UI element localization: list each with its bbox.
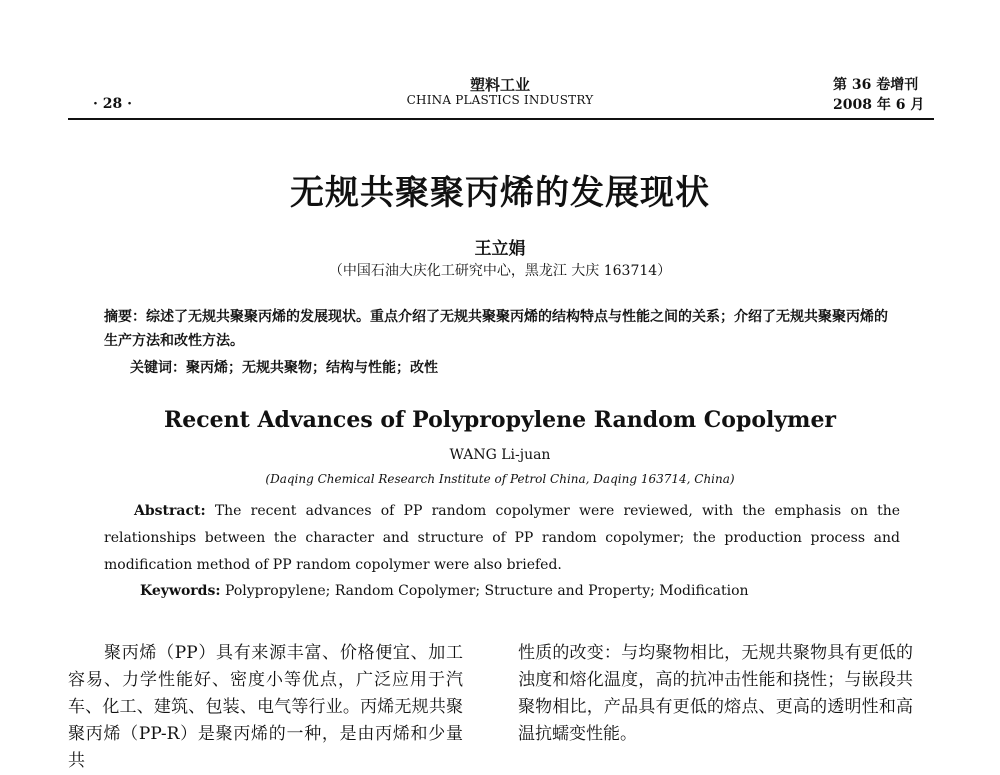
body-left-column: 聚丙烯（PP）具有来源丰富、价格便宜、加工容易、力学性能好、密度小等优点，广泛应用于汽车、化工、建筑、包装、电气等行业。丙烯无规共聚聚丙烯（PP-R）是聚丙烯的一种，是由丙烯和少量共 (68, 643, 463, 771)
keywords-en-label: Keywords: (140, 583, 221, 599)
volume-info: 第 36 卷增刊 (833, 77, 919, 93)
journal-name-cn: 塑料工业 (469, 76, 530, 94)
keywords-en-text: Polypropylene; Random Copolymer; Structure and Property; Modification (224, 583, 749, 599)
keywords-cn (130, 357, 438, 377)
abstract-en-text: The recent advances of PP random copolymer were reviewed, with the emphasis on the relationships between the character and structure of PP random copolymer; the production process and modification method of PP random copolymer were also briefed. (104, 503, 900, 573)
abstract-en (104, 498, 900, 579)
keywords-cn-label: 关键词： (130, 360, 186, 376)
abstract-cn-text: 综述了无规共聚聚丙烯的发展现状。重点介绍了无规共聚聚丙烯的结构特点与性能之间的关系；介绍了无规共聚聚丙烯的生产方法和改性方法。 (104, 309, 888, 349)
journal-name-en: CHINA PLASTICS INDUSTRY (406, 93, 594, 107)
issue-date: 2008 年 6 月 (833, 97, 925, 113)
abstract-en-label: Abstract: (134, 503, 206, 519)
abstract-cn (104, 305, 900, 353)
body-right-column: 性质的改变：与均聚物相比，无规共聚物具有更低的浊度和熔化温度，高的抗冲击性能和挠性；与嵌段共聚物相比，产品具有更低的熔点、更高的透明性和高温抗蠕变性能。 (518, 643, 913, 744)
page-number: · 28 · (93, 96, 132, 112)
affiliation-cn: （中国石油大庆化工研究中心，黑龙江 大庆 163714） (328, 263, 672, 279)
article-title-cn: 无规共聚聚丙烯的发展现状 (290, 173, 710, 213)
abstract-cn-label: 摘要： (104, 309, 146, 325)
article-title-en: Recent Advances of Polypropylene Random Copolymer (163, 407, 837, 433)
author-en: WANG Li-juan (449, 447, 551, 463)
header-rule (68, 118, 934, 120)
author-cn: 王立娟 (474, 239, 526, 259)
keywords-cn-text: 聚丙烯；无规共聚物；结构与性能；改性 (186, 360, 438, 376)
keywords-en (140, 583, 749, 599)
affiliation-en: (Daqing Chemical Research Institute of Petrol China, Daqing 163714, China) (265, 472, 735, 486)
